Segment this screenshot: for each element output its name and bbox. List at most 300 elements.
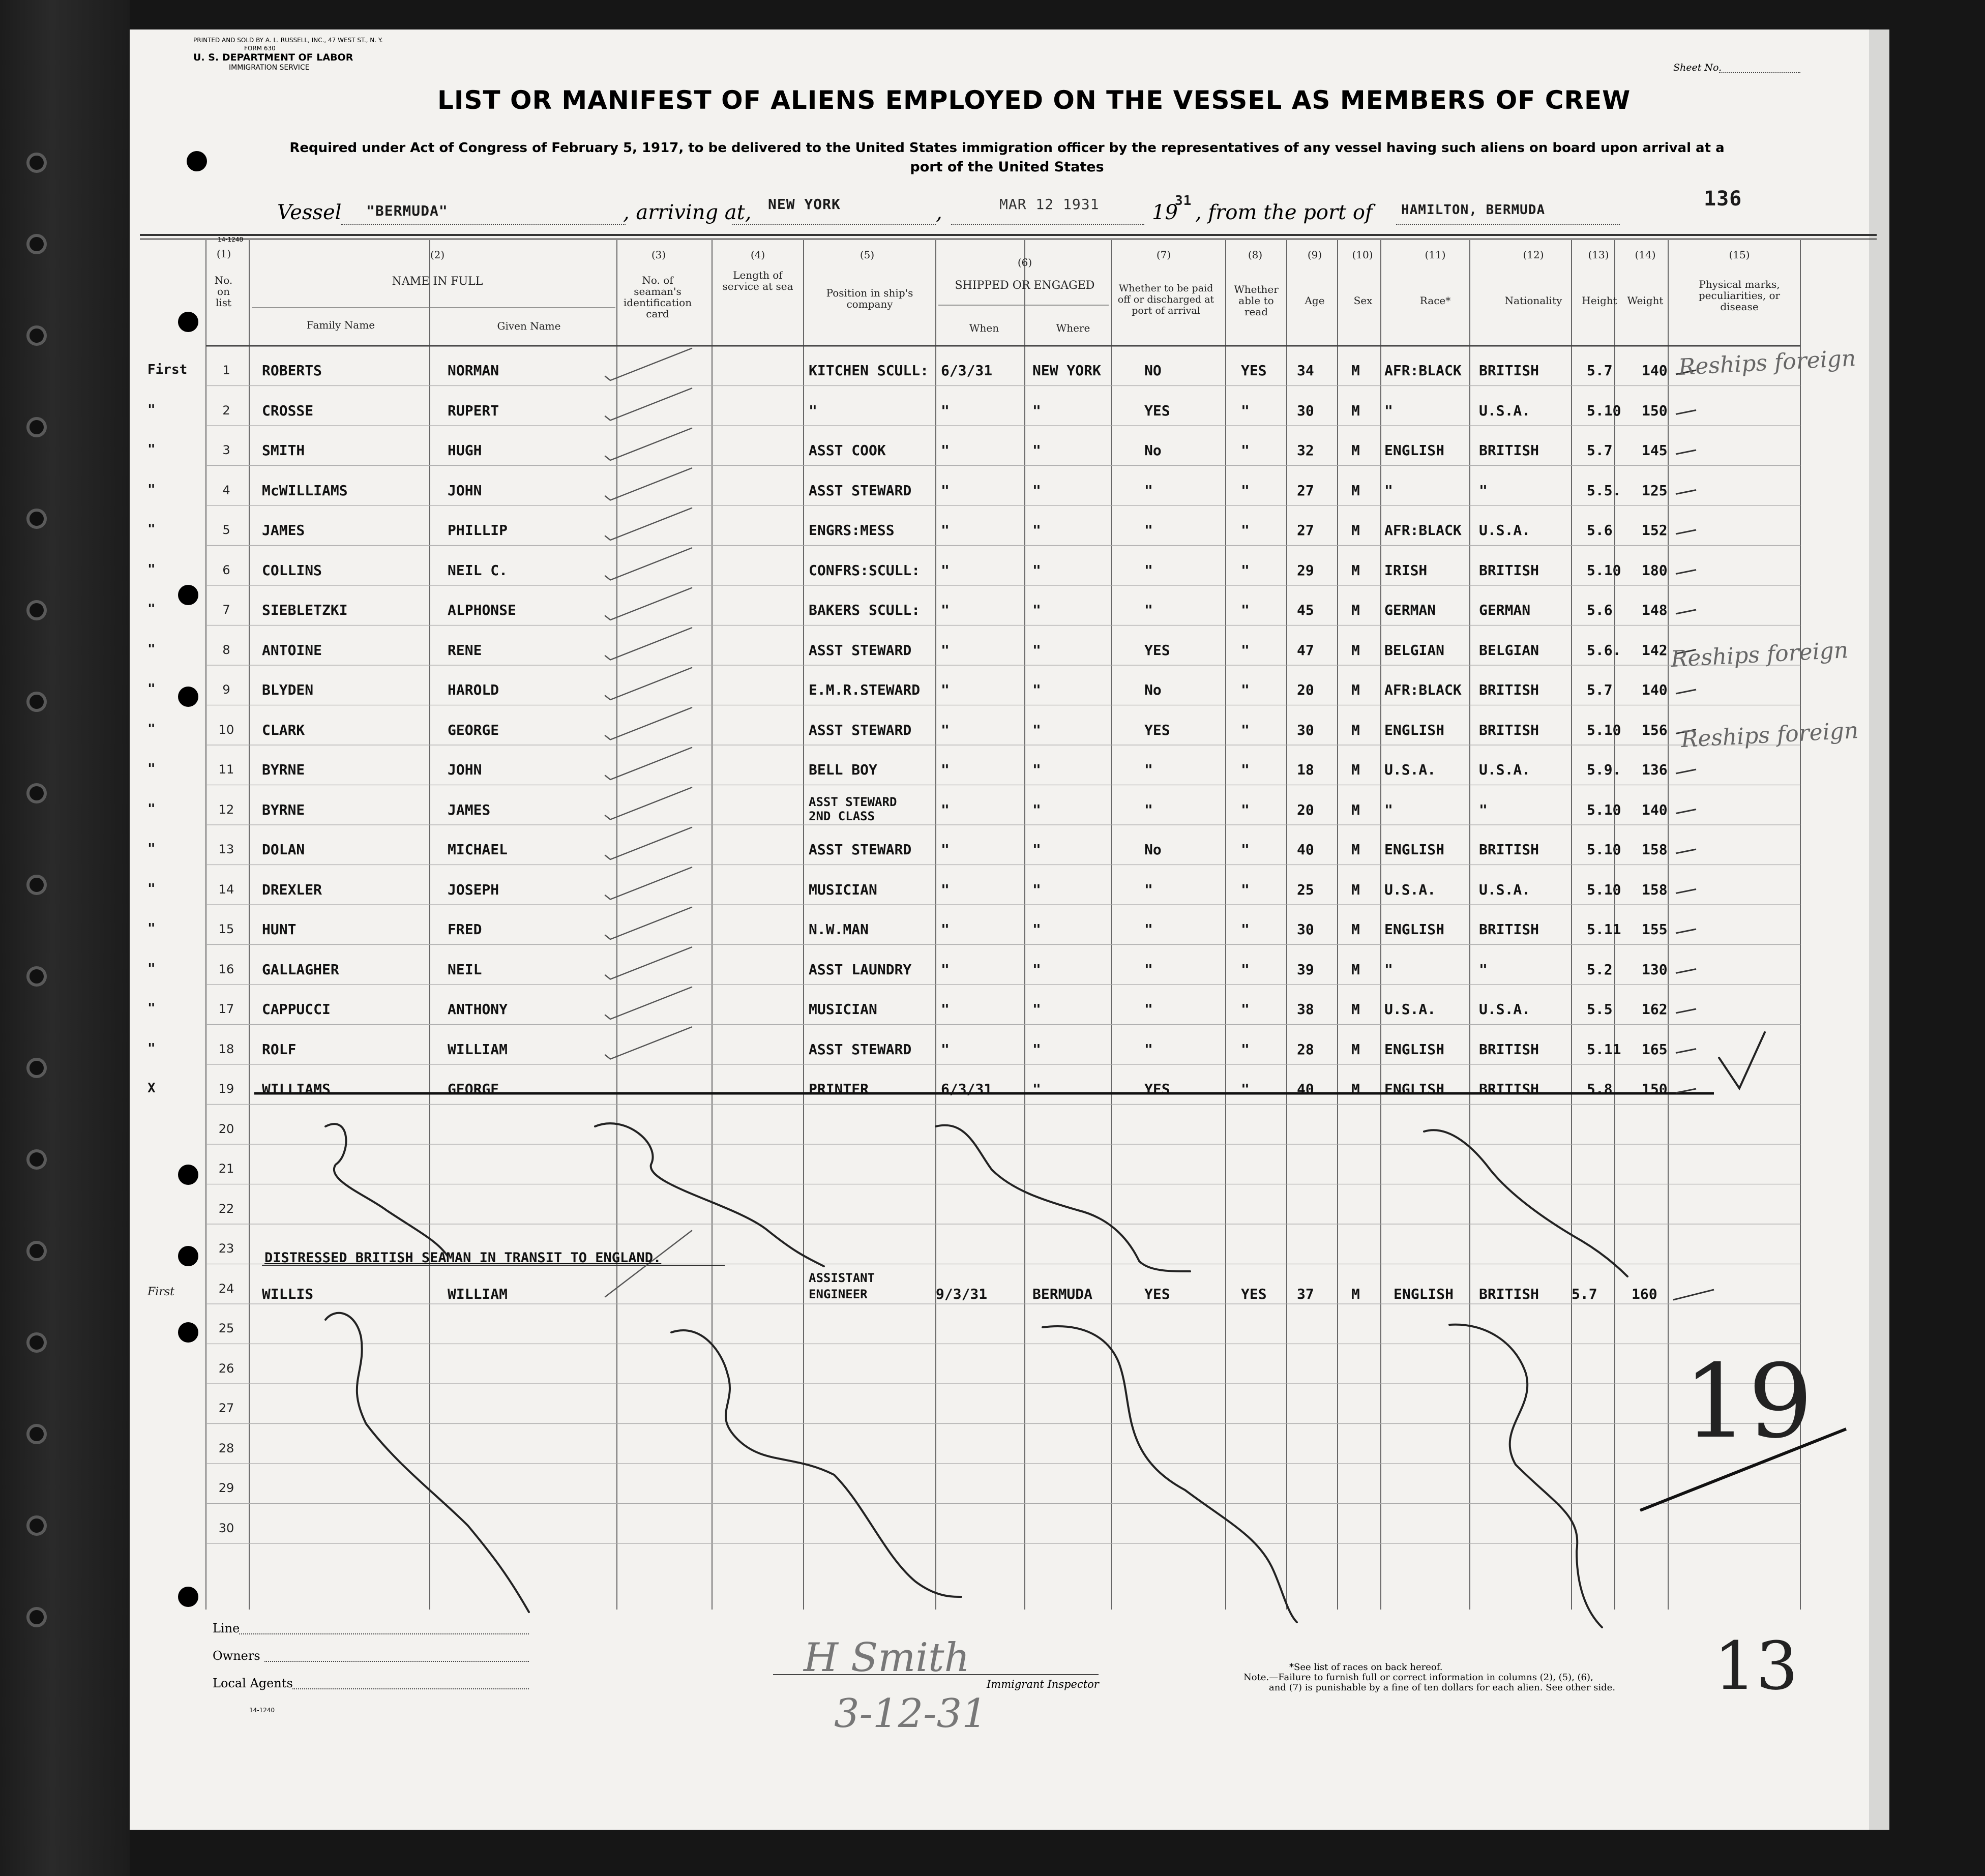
- age: 38: [1297, 1001, 1314, 1018]
- row-class: ": [147, 402, 156, 418]
- sheet-no-label: Sheet No.: [1673, 62, 1722, 73]
- shipped-where: ": [1032, 681, 1041, 698]
- weight: 155: [1642, 921, 1668, 938]
- able-to-read: ": [1241, 921, 1250, 938]
- departure-port: HAMILTON, BERMUDA: [1401, 202, 1546, 218]
- weight: 162: [1642, 1001, 1668, 1018]
- height: 5.9.: [1587, 761, 1621, 778]
- age: 28: [1297, 1040, 1314, 1058]
- weight: 156: [1642, 721, 1668, 738]
- height: 5.10: [1587, 721, 1621, 738]
- arrival-port: NEW YORK: [768, 196, 841, 213]
- date-stamp: MAR 12 1931: [999, 196, 1100, 213]
- shipped-when: ": [941, 442, 950, 459]
- shipped-when: ": [941, 881, 950, 898]
- age: 20: [1297, 801, 1314, 818]
- row-class: ": [147, 522, 156, 537]
- given-name: HUGH: [448, 442, 482, 459]
- age: 32: [1297, 442, 1314, 459]
- shipped-where: ": [1032, 641, 1041, 659]
- shipped-where: ": [1032, 961, 1041, 978]
- nationality: BRITISH: [1479, 841, 1539, 858]
- col1-label: No. on list: [214, 274, 233, 309]
- given-name: GEORGE: [448, 1081, 499, 1097]
- shipped-when: ": [941, 602, 950, 618]
- shipped-where: ": [1032, 721, 1041, 738]
- paid-off: ": [1144, 801, 1153, 818]
- race: ENGLISH: [1384, 1040, 1445, 1058]
- row-number: 13: [218, 842, 234, 856]
- race: IRISH: [1384, 561, 1428, 579]
- row-class: ": [147, 961, 156, 976]
- col4-label: Length of service at sea: [722, 269, 793, 292]
- shipped-when: ": [941, 801, 950, 818]
- col11-num: (11): [1425, 249, 1446, 261]
- given-name: MICHAEL: [448, 841, 508, 858]
- nationality: BRITISH: [1479, 362, 1539, 379]
- position: ASST STEWARD: [809, 841, 912, 858]
- age: 27: [1297, 522, 1314, 539]
- race: ENGLISH: [1384, 921, 1445, 938]
- col7-label: Whether to be paid off or discharged at port of arrival: [1117, 283, 1214, 316]
- given-name: JOHN: [448, 761, 482, 778]
- crew-count-total: 19: [1683, 1343, 1813, 1461]
- age: 45: [1297, 602, 1314, 618]
- col12-label: Nationality: [1504, 294, 1562, 307]
- position: N.W.MAN: [809, 921, 869, 938]
- weight: 158: [1642, 841, 1668, 858]
- inspector-signature: H Smith: [804, 1635, 970, 1681]
- height: 5.6: [1587, 602, 1613, 618]
- shipped-where: NEW YORK: [1032, 362, 1101, 379]
- form-code-bottom: 14-1240: [249, 1707, 275, 1714]
- from-port-label: , from the port of: [1195, 201, 1373, 224]
- family-name: CAPPUCCI: [262, 1001, 331, 1018]
- row-number: 1: [222, 363, 230, 377]
- shipped-when: ": [941, 721, 950, 738]
- age: 30: [1297, 402, 1314, 419]
- nationality: U.S.A.: [1479, 881, 1531, 898]
- family-name: CLARK: [262, 721, 305, 738]
- sex: M: [1351, 362, 1360, 379]
- given-name: NORMAN: [448, 362, 499, 379]
- able-to-read: ": [1241, 961, 1250, 978]
- family-name: COLLINS: [262, 561, 322, 579]
- nationality: U.S.A.: [1479, 1001, 1531, 1018]
- row-number: 23: [218, 1241, 234, 1256]
- position: BELL BOY: [809, 761, 877, 778]
- sex: M: [1351, 721, 1360, 738]
- corner-number: 13: [1714, 1627, 1798, 1705]
- age: 18: [1297, 761, 1314, 778]
- able-to-read: ": [1241, 482, 1250, 499]
- position: ENGRS:MESS: [809, 522, 895, 539]
- family-name: DREXLER: [262, 881, 322, 898]
- paid-off: NO: [1144, 362, 1162, 379]
- vessel-label: Vessel: [277, 201, 342, 224]
- able-to-read: ": [1241, 801, 1250, 818]
- height: 5.11: [1587, 921, 1621, 938]
- shipped-where: ": [1032, 1081, 1041, 1097]
- given-name: GEORGE: [448, 721, 499, 738]
- age: 34: [1297, 362, 1314, 379]
- row-class: ": [147, 1001, 156, 1016]
- nationality: U.S.A.: [1479, 522, 1531, 539]
- row-number: 3: [222, 443, 230, 457]
- col6-where: Where: [1056, 322, 1090, 334]
- family-name: BLYDEN: [262, 681, 314, 698]
- row-number: 17: [218, 1002, 234, 1016]
- paid-off: YES: [1144, 402, 1170, 419]
- sex: M: [1351, 602, 1360, 618]
- weight: 150: [1642, 402, 1668, 419]
- physical-marks-note-2: Reships foreign: [1670, 637, 1849, 673]
- height: 5.10: [1587, 801, 1621, 818]
- able-to-read: ": [1241, 641, 1250, 659]
- form-code-top: 14-1248: [218, 236, 244, 243]
- race: ENGLISH: [1384, 841, 1445, 858]
- year-suffix: 31: [1175, 193, 1192, 209]
- given-name: HAROLD: [448, 681, 499, 698]
- sex: M: [1351, 881, 1360, 898]
- able-to-read: ": [1241, 522, 1250, 539]
- shipped-when: ": [941, 1040, 950, 1058]
- shipped-where: ": [1032, 761, 1041, 778]
- age: 30: [1297, 921, 1314, 938]
- weight: 136: [1642, 761, 1668, 778]
- able-to-read: ": [1241, 1001, 1250, 1018]
- given-name: NEIL C.: [448, 561, 508, 579]
- position: ENGINEER: [809, 1287, 868, 1301]
- sex: M: [1351, 1285, 1360, 1302]
- able-to-read: ": [1241, 442, 1250, 459]
- sex: M: [1351, 961, 1360, 978]
- able-to-read: YES: [1241, 1285, 1267, 1302]
- family-name: SIEBLETZKI: [262, 602, 348, 618]
- shipped-where: ": [1032, 522, 1041, 539]
- col14-num: (14): [1635, 249, 1656, 261]
- row-class: X: [147, 1081, 156, 1096]
- arriving-label: , arriving at,: [623, 201, 752, 224]
- row-number: 19: [218, 1082, 234, 1096]
- inspection-date: 3-12-31: [834, 1691, 987, 1737]
- sex: M: [1351, 1040, 1360, 1058]
- row-number: 5: [222, 523, 230, 537]
- weight: 140: [1642, 362, 1668, 379]
- weight: 142: [1642, 641, 1668, 659]
- shipped-when: 6/3/31: [941, 1081, 993, 1097]
- sex: M: [1351, 1081, 1360, 1097]
- position: KITCHEN SCULL:: [809, 362, 929, 379]
- height: 5.5.: [1587, 482, 1621, 499]
- height: 5.10: [1587, 402, 1621, 419]
- shipped-when: 9/3/31: [936, 1285, 988, 1302]
- row-number: 15: [218, 922, 234, 936]
- row-class: ": [147, 681, 156, 697]
- year-prefix: 19: [1152, 201, 1178, 224]
- position: MUSICIAN: [809, 881, 877, 898]
- sex: M: [1351, 1001, 1360, 1018]
- position: CONFRS:SCULL:: [809, 561, 921, 579]
- nationality: BRITISH: [1479, 1040, 1539, 1058]
- vessel-name: "BERMUDA": [366, 202, 448, 219]
- position: BAKERS SCULL:: [809, 602, 921, 618]
- race: ENGLISH: [1384, 1081, 1445, 1097]
- given-name: JOHN: [448, 482, 482, 499]
- row-class: ": [147, 881, 156, 897]
- col2-num: (2): [430, 249, 445, 261]
- height: 5.7: [1587, 362, 1613, 379]
- weight: 140: [1642, 801, 1668, 818]
- col9-label: Age: [1305, 294, 1325, 307]
- family-name: CROSSE: [262, 402, 314, 419]
- position: PRINTER: [809, 1081, 869, 1097]
- position: ASST LAUNDRY: [809, 961, 912, 978]
- row-number: 2: [222, 403, 230, 418]
- shipped-where: ": [1032, 841, 1041, 858]
- position: E.M.R.STEWARD: [809, 681, 921, 698]
- height: 5.5: [1587, 1001, 1613, 1018]
- able-to-read: ": [1241, 841, 1250, 858]
- shipped-when: ": [941, 482, 950, 499]
- shipped-when: ": [941, 761, 950, 778]
- paid-off: YES: [1144, 641, 1170, 659]
- able-to-read: ": [1241, 1040, 1250, 1058]
- shipped-when: ": [941, 841, 950, 858]
- age: 25: [1297, 881, 1314, 898]
- sex: M: [1351, 442, 1360, 459]
- position: ASST STEWARD: [809, 482, 912, 499]
- row-class: ": [147, 602, 156, 617]
- nationality: ": [1479, 801, 1488, 818]
- paid-off: YES: [1144, 1285, 1170, 1302]
- col7-num: (7): [1156, 249, 1171, 261]
- col8-num: (8): [1248, 249, 1263, 261]
- race: U.S.A.: [1384, 761, 1436, 778]
- shipped-where: ": [1032, 561, 1041, 579]
- race: ": [1384, 961, 1393, 978]
- family-name: WILLIS: [262, 1285, 314, 1302]
- inspector-label: Immigrant Inspector: [987, 1678, 1099, 1690]
- given-name: WILLIAM: [448, 1285, 508, 1302]
- shipped-where: ": [1032, 442, 1041, 459]
- row-class: ": [147, 921, 156, 936]
- race: ENGLISH: [1384, 721, 1445, 738]
- age: 20: [1297, 681, 1314, 698]
- age: 30: [1297, 721, 1314, 738]
- height: 5.6.: [1587, 641, 1621, 659]
- local-agents-label: Local Agents: [213, 1676, 293, 1690]
- row-number: 22: [218, 1201, 234, 1216]
- shipped-where: ": [1032, 881, 1041, 898]
- age: 29: [1297, 561, 1314, 579]
- shipped-when: ": [941, 961, 950, 978]
- race: ": [1384, 402, 1393, 419]
- race: AFR:BLACK: [1384, 681, 1462, 698]
- nationality: ": [1479, 961, 1488, 978]
- col13-label: Height: [1582, 294, 1617, 307]
- race: GERMAN: [1384, 602, 1436, 618]
- sex: M: [1351, 761, 1360, 778]
- race: AFR:BLACK: [1384, 522, 1462, 539]
- paid-off: ": [1144, 1040, 1153, 1058]
- height: 5.10: [1587, 881, 1621, 898]
- nationality: BRITISH: [1479, 921, 1539, 938]
- weight: 130: [1642, 961, 1668, 978]
- row-number: 18: [218, 1041, 234, 1056]
- nationality: BRITISH: [1479, 681, 1539, 698]
- nationality: BRITISH: [1479, 721, 1539, 738]
- race: ": [1384, 482, 1393, 499]
- family-name: SMITH: [262, 442, 305, 459]
- paid-off: YES: [1144, 1081, 1170, 1097]
- position: ASST STEWARD: [809, 721, 912, 738]
- given-name: ANTHONY: [448, 1001, 508, 1018]
- row-number: 30: [218, 1521, 234, 1535]
- note-penalty-1: Note.—Failure to furnish full or correct information in columns (2), (5), (6),: [1243, 1672, 1593, 1683]
- col3-label: No. of seaman's identification card: [623, 274, 692, 320]
- age: 40: [1297, 1081, 1314, 1097]
- shipped-when: ": [941, 1001, 950, 1018]
- sex: M: [1351, 561, 1360, 579]
- shipped-where: BERMUDA: [1032, 1285, 1093, 1302]
- weight: 148: [1642, 602, 1668, 618]
- position: ": [809, 402, 817, 419]
- paid-off: YES: [1144, 721, 1170, 738]
- position: 2ND CLASS: [809, 809, 875, 823]
- row-class: ": [147, 841, 156, 856]
- service-label: IMMIGRATION SERVICE: [229, 64, 310, 72]
- given-name: FRED: [448, 921, 482, 938]
- printer-line: PRINTED AND SOLD BY A. L. RUSSELL, INC., 47 WEST ST., N. Y.: [193, 37, 383, 44]
- paid-off: ": [1144, 522, 1153, 539]
- family-name: ROLF: [262, 1040, 297, 1058]
- able-to-read: ": [1241, 402, 1250, 419]
- shipped-where: ": [1032, 602, 1041, 618]
- shipped-where: ": [1032, 801, 1041, 818]
- weight: 125: [1642, 482, 1668, 499]
- nationality: BRITISH: [1479, 1285, 1539, 1302]
- height: 5.10: [1587, 561, 1621, 579]
- weight: 158: [1642, 881, 1668, 898]
- family-name: ROBERTS: [262, 362, 322, 379]
- row-number: 9: [222, 682, 230, 697]
- nationality: BELGIAN: [1479, 641, 1539, 659]
- height: 5.11: [1587, 1040, 1621, 1058]
- row-number: 4: [222, 483, 230, 497]
- col10-num: (10): [1352, 249, 1373, 261]
- position: ASSISTANT: [809, 1270, 875, 1285]
- shipped-when: ": [941, 681, 950, 698]
- shipped-when: ": [941, 561, 950, 579]
- row-number: 6: [222, 562, 230, 577]
- family-name: BYRNE: [262, 801, 305, 818]
- able-to-read: ": [1241, 602, 1250, 618]
- height: 5.2: [1587, 961, 1613, 978]
- race: ENGLISH: [1394, 1285, 1454, 1302]
- family-name: BYRNE: [262, 761, 305, 778]
- row-number: 25: [218, 1321, 234, 1335]
- height: 5.7: [1572, 1285, 1597, 1302]
- race: ": [1384, 801, 1393, 818]
- nationality: BRITISH: [1479, 561, 1539, 579]
- age: 27: [1297, 482, 1314, 499]
- family-name: ANTOINE: [262, 641, 322, 659]
- row-number: 29: [218, 1481, 234, 1495]
- sex: M: [1351, 402, 1360, 419]
- paid-off: ": [1144, 602, 1153, 618]
- weight: 160: [1632, 1285, 1657, 1302]
- age: 39: [1297, 961, 1314, 978]
- race: AFR:BLACK: [1384, 362, 1462, 379]
- col2-label: NAME IN FULL: [392, 275, 483, 288]
- col14-label: Weight: [1627, 294, 1664, 307]
- row-class: First: [147, 362, 188, 377]
- row-number: 11: [218, 762, 234, 777]
- position: ASST STEWARD: [809, 1040, 912, 1058]
- weight: 140: [1642, 681, 1668, 698]
- race: U.S.A.: [1384, 881, 1436, 898]
- row-number: 28: [218, 1441, 234, 1455]
- subtitle-line-2: port of the United States: [910, 159, 1104, 175]
- height: 5.8: [1587, 1081, 1613, 1097]
- paid-off: ": [1144, 881, 1153, 898]
- age: 47: [1297, 641, 1314, 659]
- sex: M: [1351, 482, 1360, 499]
- note-races: *See list of races on back hereof.: [1289, 1662, 1443, 1673]
- height: 5.6: [1587, 522, 1613, 539]
- weight: 150: [1642, 1081, 1668, 1097]
- given-name: ALPHONSE: [448, 602, 516, 618]
- shipped-when: ": [941, 522, 950, 539]
- race: U.S.A.: [1384, 1001, 1436, 1018]
- col11-label: Race*: [1419, 294, 1451, 307]
- physical-marks-note-3: Reships foreign: [1680, 717, 1859, 753]
- row-number: 10: [218, 722, 234, 737]
- weight: 145: [1642, 442, 1668, 459]
- able-to-read: YES: [1241, 362, 1267, 379]
- row-number: 27: [218, 1401, 234, 1415]
- family-name: WILLIAMS: [262, 1081, 331, 1097]
- department-label: U. S. DEPARTMENT OF LABOR: [193, 52, 353, 63]
- line-label: Line: [213, 1621, 240, 1635]
- given-name: RENE: [448, 641, 482, 659]
- shipped-when: ": [941, 402, 950, 419]
- physical-marks-note-1: Reships foreign: [1677, 345, 1857, 381]
- row-class: ": [147, 482, 156, 497]
- height: 5.7: [1587, 681, 1613, 698]
- subtitle-line-1: Required under Act of Congress of February 5, 1917, to be delivered to the United States immigration officer by the representatives of any vessel having such aliens on board upon arrival at a: [289, 140, 1725, 156]
- family-name: JAMES: [262, 522, 305, 539]
- col2-family: Family Name: [306, 319, 375, 331]
- able-to-read: ": [1241, 761, 1250, 778]
- paid-off: ": [1144, 561, 1153, 579]
- family-name: GALLAGHER: [262, 961, 339, 978]
- row-number: 14: [218, 882, 234, 897]
- row-number: 12: [218, 802, 234, 817]
- owners-label: Owners: [213, 1649, 260, 1663]
- sex: M: [1351, 921, 1360, 938]
- shipped-where: ": [1032, 921, 1041, 938]
- col2-given: Given Name: [497, 320, 561, 332]
- able-to-read: ": [1241, 881, 1250, 898]
- shipped-when: ": [941, 641, 950, 659]
- col10-label: Sex: [1353, 294, 1373, 307]
- able-to-read: ": [1241, 561, 1250, 579]
- nationality: BRITISH: [1479, 1081, 1539, 1097]
- given-name: JAMES: [448, 801, 491, 818]
- row-number: 16: [218, 962, 234, 976]
